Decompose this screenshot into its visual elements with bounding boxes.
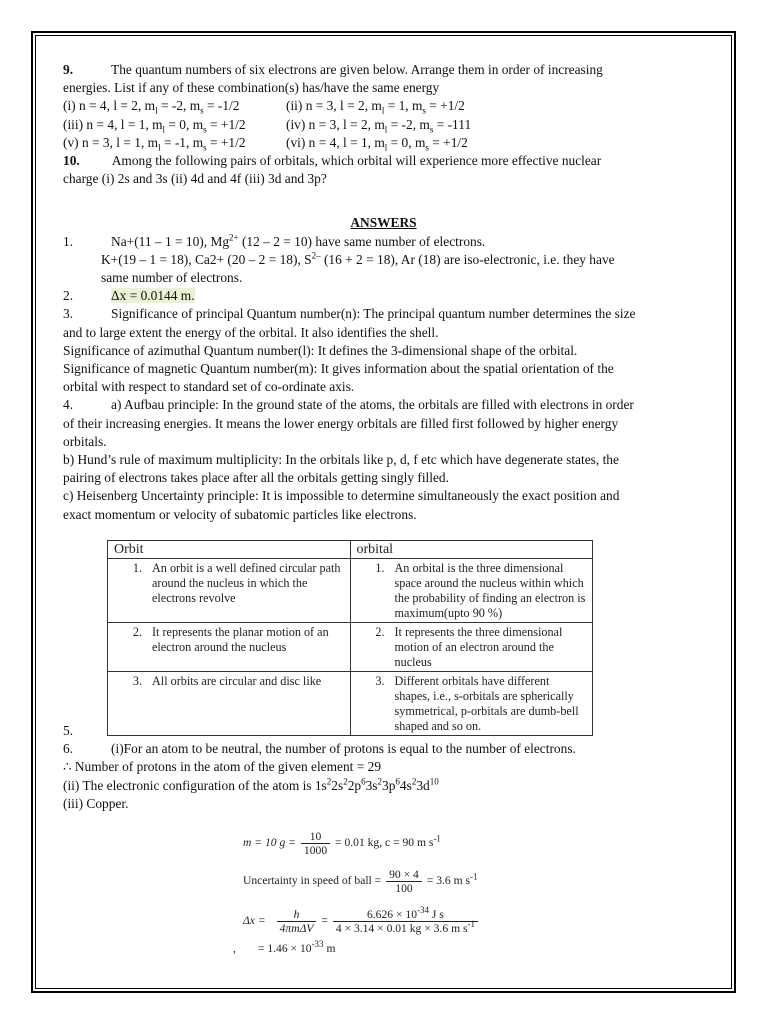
formula-speed-line: Uncertainty in speed of ball = $\frac{90 \times 4}{100}$ = 3.6 m $s^{-1}$ [243, 868, 478, 895]
answer-2: 2. Δx = 0.0144 m. [63, 288, 195, 304]
column-header-orbital: orbital [350, 541, 593, 559]
answer-6-line4: (iii) Copper. [63, 795, 129, 811]
table-row [108, 623, 593, 672]
answer-4-line4: b) Hund’s rule of maximum multiplicity: In the orbitals like p, d, f etc which have degenerate states, the [63, 452, 619, 468]
question-9-line2: energies. List if any of these combination(s) has/have the same energy [63, 80, 440, 96]
question-9-options-row2: (iii) n = 4, l = 1, $m_l = 0$, $m_s = +1/2$ (iv) n = 3, l = 2, $m_l = -2$, $m_s = -111$ [63, 116, 472, 135]
question-10-line2: charge (i) 2s and 3s (ii) 4d and 4f (iii) 3d and 3p? [63, 171, 327, 187]
uncertainty-formula-image [225, 822, 555, 962]
answer-3-line1: 3. Significance of principal Quantum number(n): The principal quantum number determines the size [63, 306, 636, 322]
answers-heading: ANSWERS [350, 215, 417, 231]
question-9-options-row3: (v) n = 3, l = 1, $m_l = -1$, $m_s = +1/2$ (vi) n = 4, l = 1, $m_l = 0$, $m_s = +1/2$ [63, 134, 468, 153]
table-row [108, 559, 593, 623]
table-cell: 1. An orbit is a well defined circular path around the nucleus in which the electrons revolve [108, 559, 351, 623]
question-9-line1: 9. The quantum numbers of six electrons are given below. Arrange them in order of increasing [63, 62, 603, 77]
mass-fraction: $\frac{10}{1000}$ [301, 830, 330, 857]
answer-5: 5. [63, 723, 74, 738]
answer-4-line5: pairing of electrons takes place after all the orbitals getting singly filled. [63, 470, 449, 486]
answer-6-line1: 6. (i)For an atom to be neutral, the number of protons is equal to the number of electrons. [63, 741, 576, 757]
answer-3-line3: Significance of azimuthal Quantum number(l): It defines the 3-dimensional shape of the orbital. [63, 342, 578, 358]
answer-1-line2: K+(19 – 1 = 18), Ca2+ (20 – 2 = 18), $S^{2-}$ (16 + 2 = 18), Ar (18) are iso-electronic, i.e. they have [101, 250, 615, 267]
answer-4-line6: c) Heisenberg Uncertainty principle: It is impossible to determine simultaneously the exact position and [63, 488, 620, 504]
column-header-orbit: Orbit [108, 541, 351, 559]
table-cell: 2. It represents the three dimensional motion of an electron around the nucleus [350, 623, 593, 672]
answer-3-line4: Significance of magnetic Quantum number(m): It gives information about the spatial orientation of the [63, 361, 614, 377]
question-9-options-row1: (i) n = 4, l = 2, $m_l = -2$, $m_s = -1/2$ (ii) n = 3, l = 2, $m_l = 1$, $m_s = +1/2$ [63, 98, 465, 117]
document-body [63, 61, 704, 524]
formula-mass-line: m = 10 g = $\frac{10}{1000}$ = 0.01 kg, c = 90 m $s^{-1}$ [243, 830, 441, 857]
speed-fraction: $\frac{90 \times 4}{100}$ [386, 868, 422, 895]
h-fraction: $\frac{h}{\text{4πmΔV}}$ [277, 908, 317, 935]
table-cell: 3. All orbits are circular and disc like [108, 672, 351, 736]
answer-6-line2: ∴ Number of protons in the atom of the given element = 29 [63, 759, 382, 775]
table-cell: 3. Different orbitals have different shapes, i.e., s-orbitals are spherically symmetrical, p-orbitals are dumb-bell shaped and so on. [350, 672, 593, 736]
table-header-row [108, 541, 593, 559]
formula-delta-x-line: Δx = $\frac{h}{\text{4πmΔV}}$ = $\frac{6.626 \times 10^{-34} J s}{4 \times 3.14 \times 0.01 kg \times 3.6 m s^{-1}}$ [243, 908, 480, 935]
question-10-line1: 10. Among the following pairs of orbitals, which orbital will experience more effective nuclear [63, 153, 602, 169]
answer-4-line2: of their increasing energies. It means the lower energy orbitals are filled first followed by higher energy [63, 415, 619, 431]
formula-result-line: , = $1.46 \times 10^{-33}$ m [233, 939, 336, 955]
answer-4-line7: exact momentum or velocity of subatomic particles like electrons. [63, 506, 417, 522]
answer-1-line1: 1. Na+(11 – 1 = 10), $Mg^{2+}$ (12 – 2 = 10) have same number of electrons. [63, 232, 486, 249]
table-cell: 1. An orbital is the three dimensional space around the nucleus within which the probability of finding an electron is maximum(upto 90 %) [350, 559, 593, 623]
answer-3-line2: and to large extent the energy of the orbital. It also identifies the shell. [63, 324, 439, 340]
answer-4-line1: 4. a) Aufbau principle: In the ground state of the atoms, the orbitals are filled with electrons in order [63, 397, 634, 413]
orbit-vs-orbital-table [107, 540, 593, 736]
answer-3-line5: orbital with respect to standard set of co-ordinate axis. [63, 379, 355, 395]
answer-4-line3: orbitals. [63, 433, 107, 449]
answer-2-highlight: Δx = 0.0144 m. [111, 288, 195, 304]
table-cell: 2. It represents the planar motion of an electron around the nucleus [108, 623, 351, 672]
numeric-fraction: $\frac{6.626 \times 10^{-34} J s}{4 \times 3.14 \times 0.01 kg \times 3.6 m s^{-1}}$ [333, 908, 478, 935]
answer-1-line3: same number of electrons. [101, 270, 243, 286]
answers-continued [63, 722, 704, 813]
answer-6-line3: (ii) The electronic configuration of the atom is $1s^22s^22p^63s^23p^64s^23d^{10}$ [63, 776, 439, 793]
